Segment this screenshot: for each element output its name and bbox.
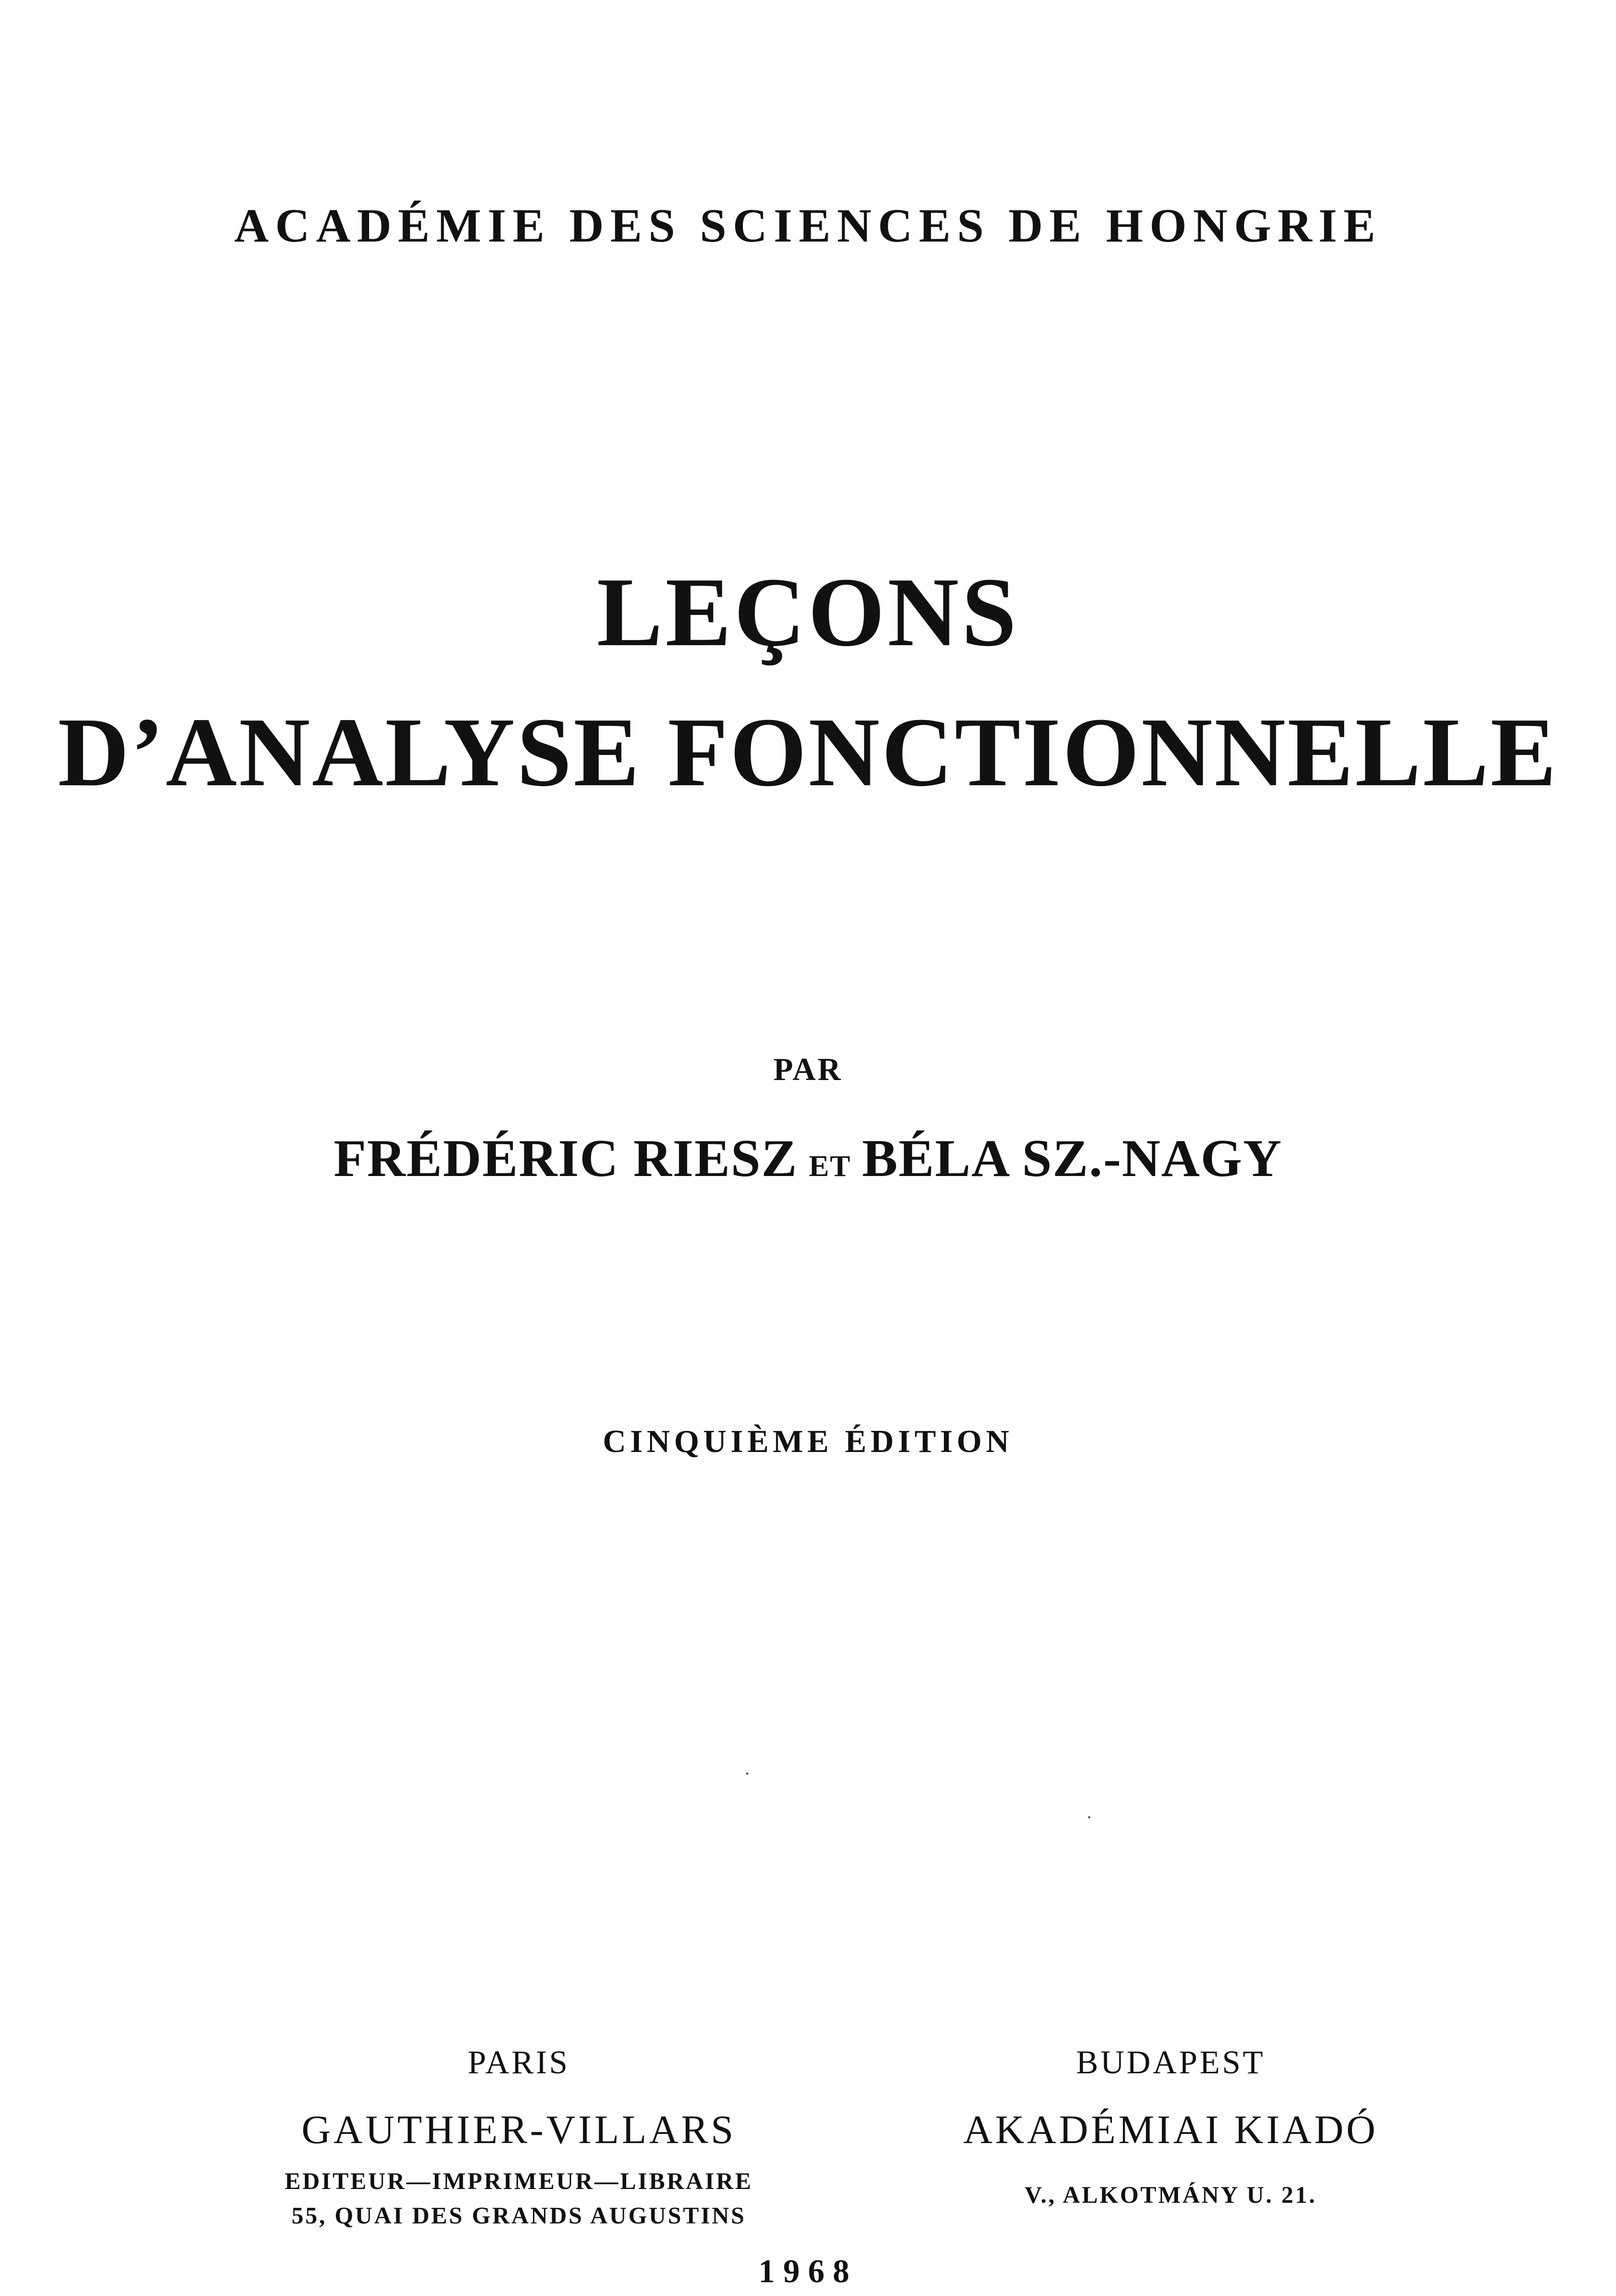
publisher-left-city: PARIS — [467, 2044, 570, 2081]
by-label: PAR — [773, 1052, 843, 1087]
publisher-left-address: 55, QUAI DES GRANDS AUGUSTINS — [291, 2203, 746, 2229]
edition-label: CINQUIÈME ÉDITION — [603, 1424, 1013, 1459]
title-line-2: D’ANALYSE FONCTIONNELLE — [58, 697, 1558, 807]
publication-year: 1968 — [758, 2253, 858, 2290]
academy-header: ACADÉMIE DES SCIENCES DE HONGRIE — [234, 199, 1382, 252]
print-speck — [1088, 1816, 1090, 1818]
publisher-right-address: V., ALKOTMÁNY U. 21. — [1024, 2182, 1317, 2208]
publisher-left-name: GAUTHIER-VILLARS — [301, 2108, 736, 2152]
authors-line — [0, 1129, 1616, 1188]
author-conjunction: ET — [808, 1149, 851, 1183]
publisher-right-name: AKADÉMIAI KIADÓ — [963, 2108, 1378, 2152]
author-2: BÉLA SZ.-NAGY — [862, 1129, 1283, 1188]
title-line-1: LEÇONS — [596, 557, 1020, 667]
publisher-left-role: EDITEUR—IMPRIMEUR—LIBRAIRE — [285, 2168, 753, 2195]
author-1: FRÉDÉRIC RIESZ — [333, 1129, 798, 1188]
print-speck — [746, 1773, 748, 1775]
publisher-right-city: BUDAPEST — [1076, 2044, 1266, 2081]
